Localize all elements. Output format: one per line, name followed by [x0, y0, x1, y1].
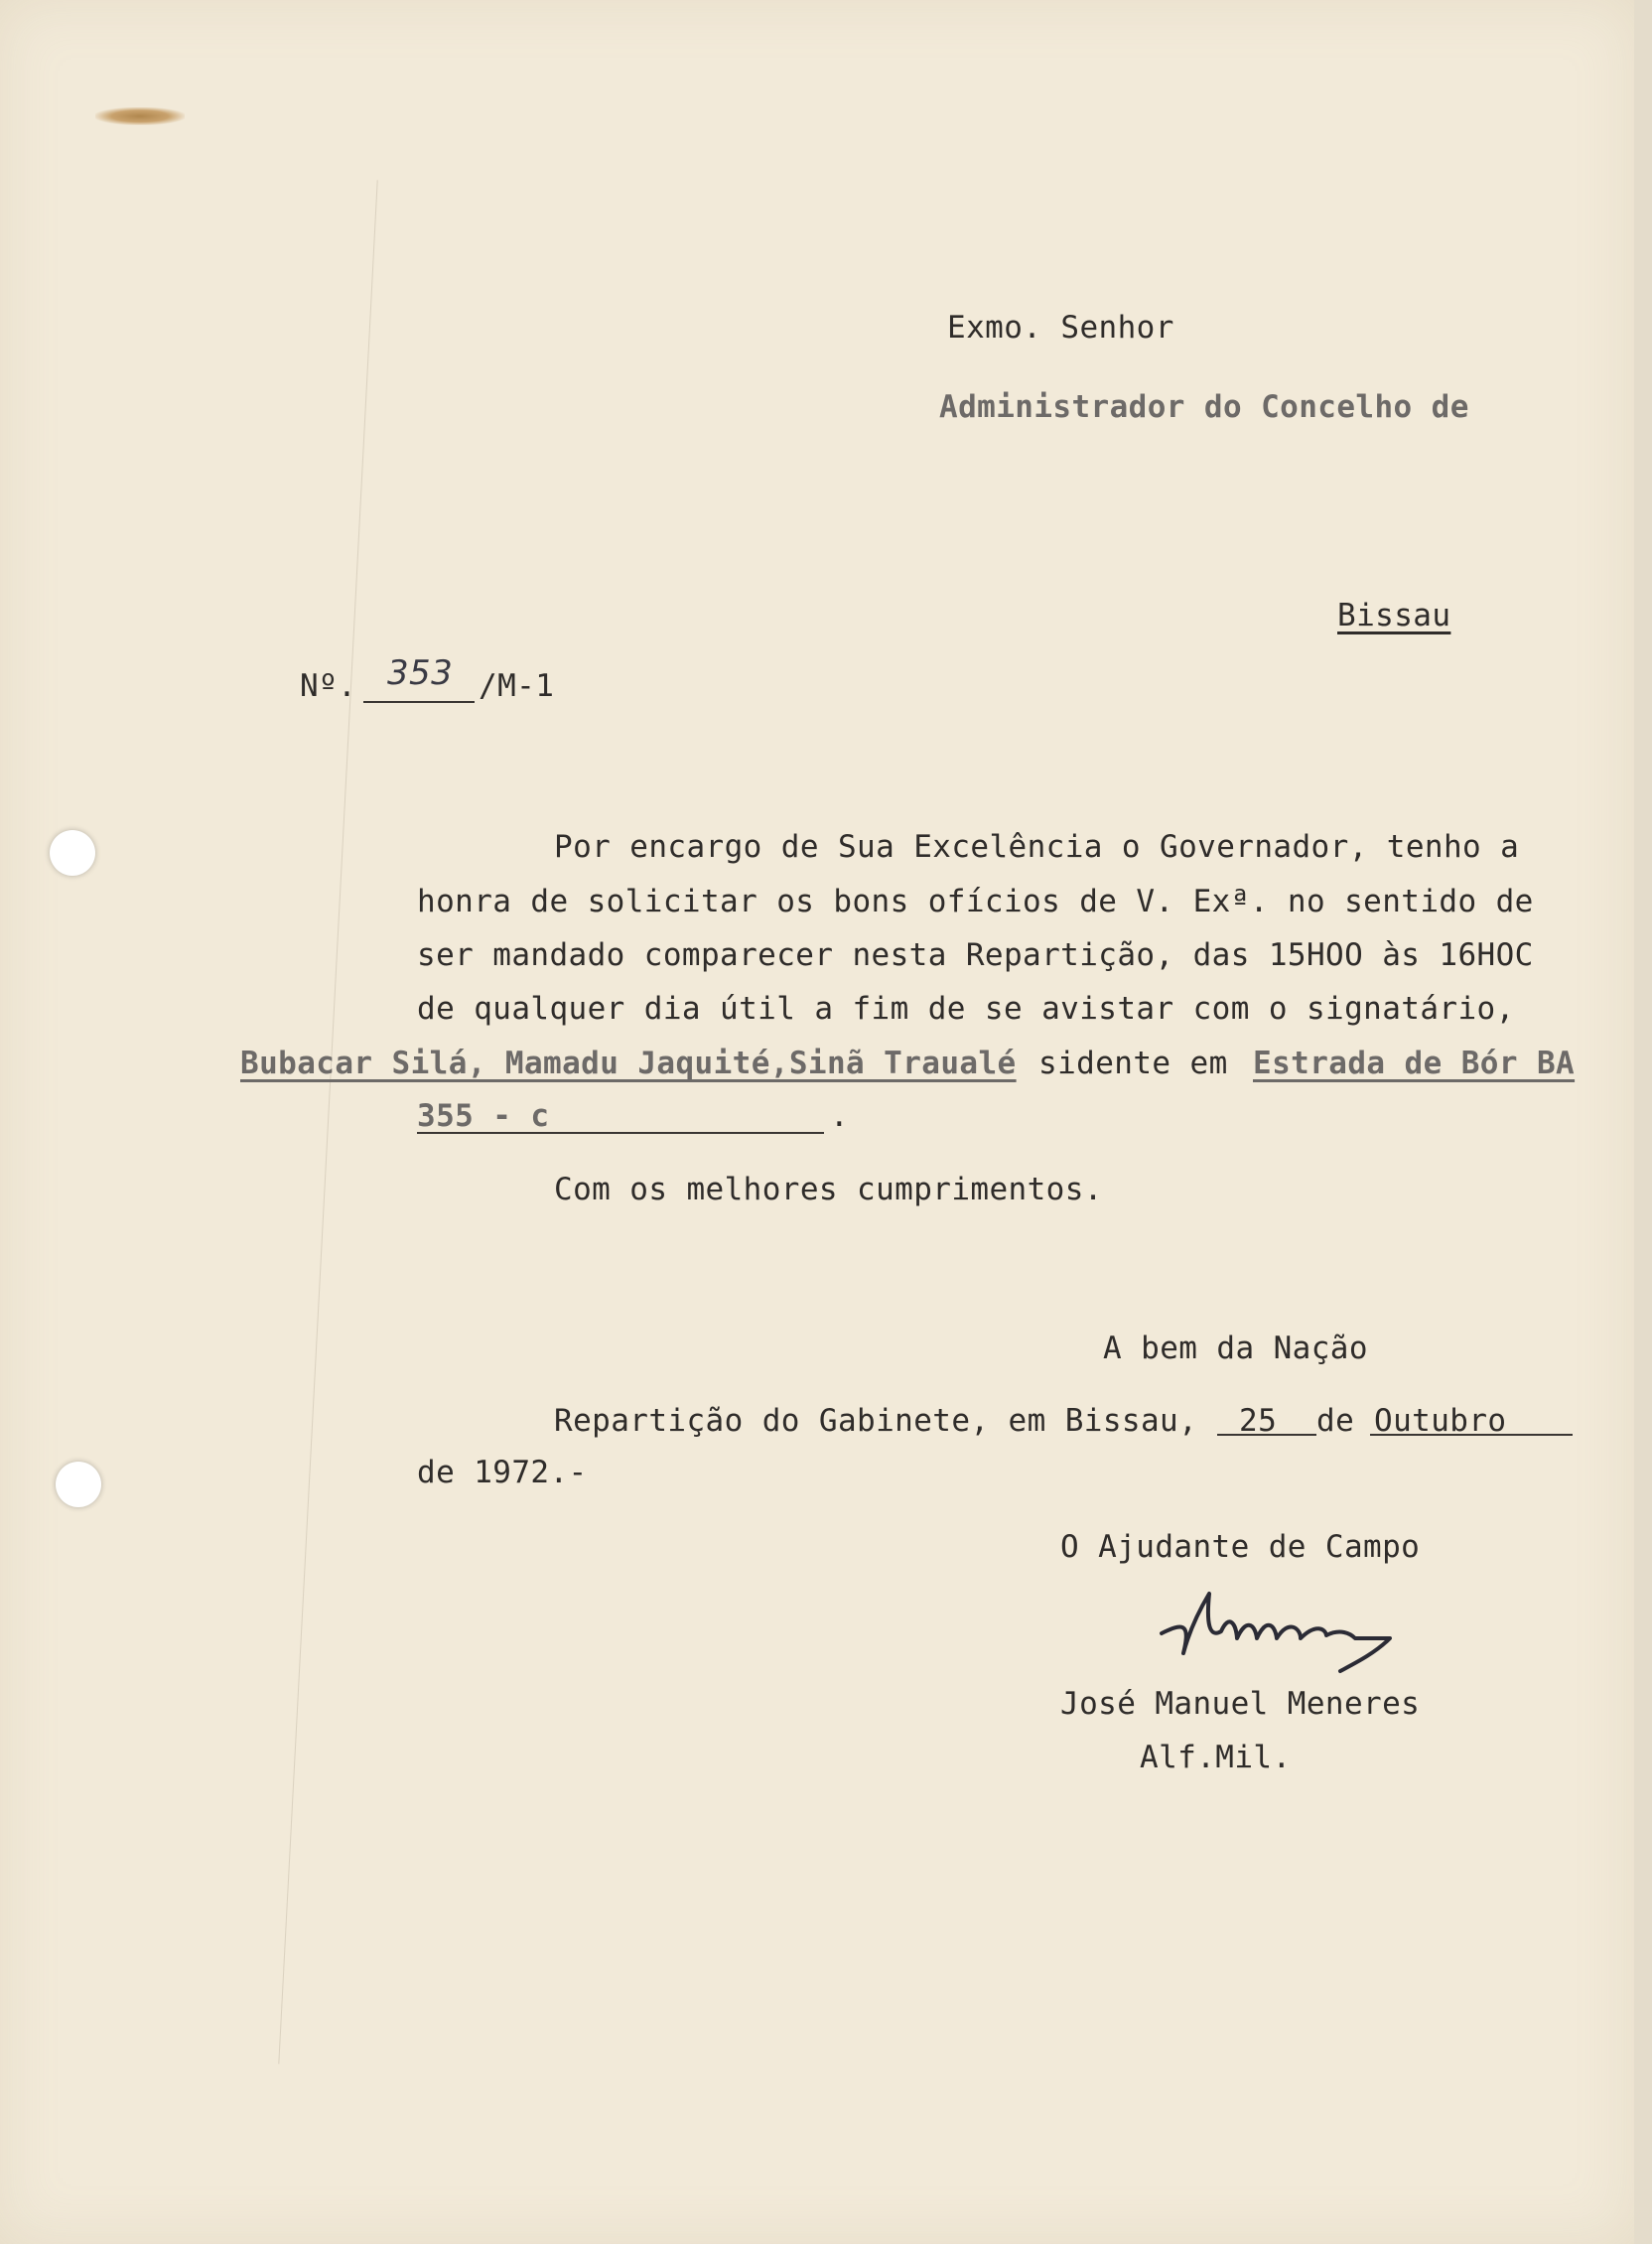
signer-role: O Ajudante de Campo — [1060, 1529, 1421, 1565]
reference-suffix: /M-1 — [479, 668, 555, 704]
body-line-2: honra de solicitar os bons ofícios de V. Exª. no sentido de — [417, 884, 1534, 919]
date-month: Outubro — [1374, 1403, 1507, 1439]
page-edge — [1634, 0, 1652, 2244]
signer-name: José Manuel Meneres — [1060, 1686, 1421, 1722]
date-line-prefix: Repartição do Gabinete, em Bissau, — [554, 1403, 1198, 1439]
address-end: . — [830, 1098, 850, 1134]
address-stamp-2: 355 - c — [417, 1098, 550, 1134]
person-names-stamp: Bubacar Silá, Mamadu Jaquité,Sinã Traualé — [240, 1046, 1017, 1081]
date-day: 25 — [1239, 1403, 1278, 1439]
motto: A bem da Nação — [1103, 1331, 1368, 1366]
punch-hole-bottom — [56, 1462, 101, 1507]
reference-number-line — [363, 701, 475, 703]
address-stamp-1: Estrada de Bór BA — [1253, 1046, 1576, 1081]
body-line-1: Por encargo de Sua Excelência o Governador, tenho a — [554, 829, 1520, 865]
salutation: Exmo. Senhor — [947, 310, 1174, 346]
closing-phrase: Com os melhores cumprimentos. — [554, 1172, 1103, 1207]
recipient-city: Bissau — [1337, 598, 1451, 633]
body-line-3: ser mandado comparecer nesta Repartição, das 15HOO às 16HOC — [417, 937, 1534, 973]
recipient-title-stamp: Administrador do Concelho de — [939, 389, 1469, 425]
residence-text: sidente em — [1038, 1046, 1228, 1081]
date-year-line: de 1972.- — [417, 1455, 588, 1490]
reference-number-handwritten: 353 — [387, 653, 454, 693]
body-line-4: de qualquer dia útil a fim de se avistar com o signatário, — [417, 991, 1515, 1027]
handwritten-signature — [1152, 1584, 1420, 1683]
reference-prefix: Nº. — [300, 668, 357, 704]
paper-crease — [278, 180, 377, 2063]
date-de: de — [1316, 1403, 1355, 1439]
paper-stain — [95, 107, 185, 125]
signer-rank: Alf.Mil. — [1140, 1740, 1292, 1775]
punch-hole-top — [50, 830, 95, 876]
